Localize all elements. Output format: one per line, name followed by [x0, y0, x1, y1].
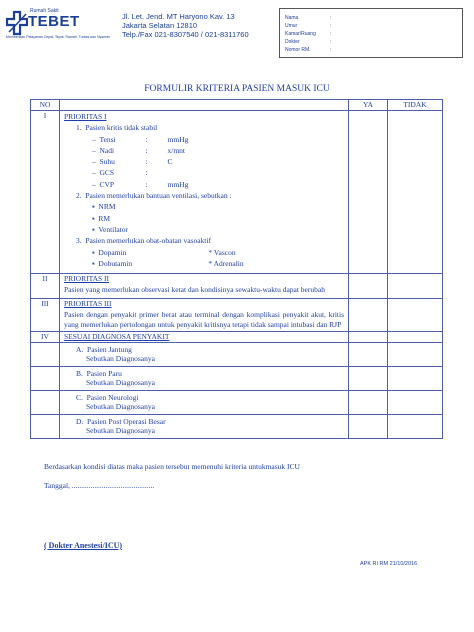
- tidak-checkbox-cell[interactable]: [388, 111, 443, 274]
- patient-field-colon: :: [330, 31, 332, 37]
- bullet-icon: ▪: [92, 224, 95, 234]
- patient-field-colon: :: [330, 47, 332, 53]
- bullet-icon: ▪: [92, 258, 95, 268]
- empty-cell: [31, 390, 60, 414]
- form-title: FORMULIR KRITERIA PASIEN MASUK ICU: [144, 84, 330, 94]
- hospital-address: [122, 12, 249, 39]
- vasoactive-row: [64, 258, 344, 269]
- vital-row: [64, 156, 344, 167]
- priority-1-content: [60, 111, 349, 274]
- diagnosis-item-sub: Sebutkan Diagnosanya: [86, 378, 155, 388]
- vital-unit: mmHg: [167, 134, 189, 144]
- bullet-icon: ▪: [92, 247, 95, 257]
- diagnosis-item: [60, 390, 349, 414]
- empty-cell: [31, 342, 60, 366]
- vital-label: CVP: [99, 179, 115, 189]
- tidak-checkbox-cell[interactable]: [388, 299, 443, 332]
- vital-label: Tensi: [99, 134, 116, 144]
- priority-1-item-1: 1. Pasien kritis tidak stabil: [76, 123, 158, 133]
- vital-label: GCS: [99, 168, 115, 178]
- diagnosis-name: Pasien Post Operasi Besar: [87, 416, 166, 426]
- priority-3-content: [60, 299, 349, 332]
- row-number: IV: [31, 331, 60, 342]
- diagnosis-item-name: [64, 393, 344, 403]
- signature-label: ( Dokter Anestesi/ICU): [44, 541, 123, 550]
- diagnosis-letter: B.: [76, 368, 83, 378]
- diagnosis-item: [60, 342, 349, 366]
- vital-colon: :: [145, 168, 148, 178]
- diagnosis-item-name: [64, 345, 344, 355]
- ya-checkbox-cell[interactable]: [349, 274, 388, 299]
- dash: –: [92, 179, 96, 189]
- table-row-priority-1: [31, 111, 443, 274]
- priority-2-heading: PRIORITAS II: [64, 274, 110, 284]
- empty-cell: [31, 414, 60, 438]
- empty-cell: [31, 366, 60, 390]
- patient-id-box: [279, 8, 463, 58]
- ya-checkbox-cell[interactable]: [349, 342, 388, 366]
- logo-small-text: Rumah Sakit: [30, 8, 59, 14]
- ventilation-option: [64, 201, 344, 212]
- priority-1-item-3: 3. Pasien memerlukan obat-obatan vasoaktif: [76, 236, 211, 246]
- dash: –: [92, 145, 96, 155]
- vital-colon: :: [145, 157, 148, 167]
- tidak-checkbox-cell[interactable]: [388, 331, 443, 342]
- diagnosis-item-sub: Sebutkan Diagnosanya: [86, 402, 155, 412]
- diagnosis-heading-text: SESUAI DIAGNOSA PENYAKIT: [64, 331, 170, 341]
- patient-field-name: Nama: [285, 15, 299, 21]
- patient-field-colon: :: [330, 39, 332, 45]
- priority-1-item-2: 2. Pasien memerlukan bantuan ventilasi, sebutkan :: [76, 191, 232, 201]
- vital-unit: mmHg: [167, 179, 189, 189]
- diagnosis-item-name: [64, 417, 344, 427]
- dash: –: [92, 157, 96, 167]
- bullet-icon: ▪: [92, 213, 95, 223]
- ya-checkbox-cell[interactable]: [349, 331, 388, 342]
- diagnosis-name: Pasien Paru: [86, 368, 122, 378]
- vital-row: [64, 145, 344, 156]
- vital-colon: :: [145, 145, 148, 155]
- ventilation-label: Ventilator: [98, 224, 128, 234]
- address-line-2: Jakarta Selatan 12810: [122, 21, 198, 30]
- logo-name: TEBET: [28, 13, 80, 30]
- ventilation-label: NRM: [98, 202, 116, 212]
- criteria-table: [30, 99, 443, 439]
- tidak-checkbox-cell[interactable]: [388, 414, 443, 438]
- vital-label: Suhu: [99, 157, 115, 167]
- table-row-diagnosis-heading: [31, 331, 443, 342]
- address-line-3: Telp./Fax 021-8307540 / 021-8311760: [122, 30, 249, 39]
- diagnosis-item: [60, 366, 349, 390]
- header-no: NO: [31, 100, 60, 111]
- ventilation-option: [64, 213, 344, 224]
- row-number: I: [31, 111, 60, 274]
- ya-checkbox-cell[interactable]: [349, 414, 388, 438]
- header-tidak: TIDAK: [388, 100, 443, 111]
- diagnosis-letter: A.: [76, 344, 84, 354]
- priority-2-content: [60, 274, 349, 299]
- priority-2-text: Pasien yang memerlukan observasi ketat dan kondisinya sewaktu-waktu dapat berubah: [64, 284, 325, 294]
- ya-checkbox-cell[interactable]: [349, 390, 388, 414]
- vasoactive-right: * Vascon: [208, 247, 236, 257]
- tidak-checkbox-cell[interactable]: [388, 342, 443, 366]
- hospital-logo: [6, 8, 116, 44]
- patient-field-doctor: Dokter: [285, 39, 300, 45]
- priority-3-heading: PRIORITAS III: [64, 299, 112, 309]
- bullet-icon: ▪: [92, 202, 95, 212]
- table-row-priority-2: [31, 274, 443, 299]
- logo-tagline: Memberikan Pelayanan Cepat, Tepat, Ramah, Tuntas dan Nyaman: [6, 35, 111, 39]
- diagnosis-item-name: [64, 369, 344, 379]
- table-row-diagnosis: [31, 390, 443, 414]
- vasoactive-row: [64, 247, 344, 258]
- form-code: APK RI RM 21/10/2016: [360, 561, 418, 567]
- date-field[interactable]: Tanggal, ............................................: [44, 481, 155, 490]
- tidak-checkbox-cell[interactable]: [388, 274, 443, 299]
- vital-row: [64, 179, 344, 190]
- diagnosis-letter: D.: [76, 416, 84, 426]
- table-row-diagnosis: [31, 366, 443, 390]
- vital-colon: :: [145, 134, 148, 144]
- ya-checkbox-cell[interactable]: [349, 111, 388, 274]
- ya-checkbox-cell[interactable]: [349, 299, 388, 332]
- table-row-priority-3: [31, 299, 443, 332]
- table-header-row: [31, 100, 443, 111]
- tidak-checkbox-cell[interactable]: [388, 390, 443, 414]
- patient-field-room: Kamar/Ruang: [285, 31, 316, 37]
- vital-row: [64, 167, 344, 178]
- address-line-1: Jl. Let. Jend. MT Haryono Kav. 13: [122, 12, 235, 21]
- diagnosis-letter: C.: [76, 392, 83, 402]
- diagnosis-item: [60, 414, 349, 438]
- patient-field-age: Umur: [285, 23, 298, 29]
- table-row-diagnosis: [31, 342, 443, 366]
- vasoactive-left: Dobutamin: [98, 258, 133, 268]
- header-ya: YA: [349, 100, 388, 111]
- patient-field-colon: :: [330, 15, 332, 21]
- patient-field-rm: Nomor RM.: [285, 47, 311, 53]
- ventilation-label: RM: [98, 213, 111, 223]
- vasoactive-right: * Adrenalin: [208, 258, 244, 268]
- vital-colon: :: [145, 179, 148, 189]
- table-row-diagnosis: [31, 414, 443, 438]
- vasoactive-left: Dopamin: [98, 247, 127, 257]
- row-number: III: [31, 299, 60, 332]
- vital-unit: x/mnt: [167, 145, 186, 155]
- diagnosis-name: Pasien Jantung: [87, 344, 132, 354]
- diagnosis-item-sub: Sebutkan Diagnosanya: [86, 426, 155, 436]
- row-number: II: [31, 274, 60, 299]
- diagnosis-name: Pasien Neurologi: [86, 392, 139, 402]
- diagnosis-heading: [60, 331, 349, 342]
- priority-3-text: Pasien dengan penyakit primer berat atau terminal dengan komplikasi penyakit akut, kritis yang memerlukan pertolongan untuk penyakit kritisnya tetapi tidak sampai intubasi dan RJP: [64, 309, 344, 330]
- priority-1-heading: PRIORITAS I: [64, 112, 107, 121]
- diagnosis-item-sub: Sebutkan Diagnosanya: [86, 354, 155, 364]
- vital-label: Nadi: [99, 145, 115, 155]
- medical-cross-icon: [6, 10, 28, 36]
- dash: –: [92, 168, 96, 178]
- header-criteria: [60, 100, 349, 111]
- patient-field-colon: :: [330, 23, 332, 29]
- tidak-checkbox-cell[interactable]: [388, 366, 443, 390]
- vital-row: [64, 134, 344, 145]
- ventilation-option: [64, 224, 344, 235]
- vital-unit: C: [167, 157, 173, 167]
- eligibility-statement: Berdasarkan kondisi diatas maka pasien tersebut memenuhi kriteria untukmasuk ICU: [44, 462, 300, 471]
- dash: –: [92, 134, 96, 144]
- ya-checkbox-cell[interactable]: [349, 366, 388, 390]
